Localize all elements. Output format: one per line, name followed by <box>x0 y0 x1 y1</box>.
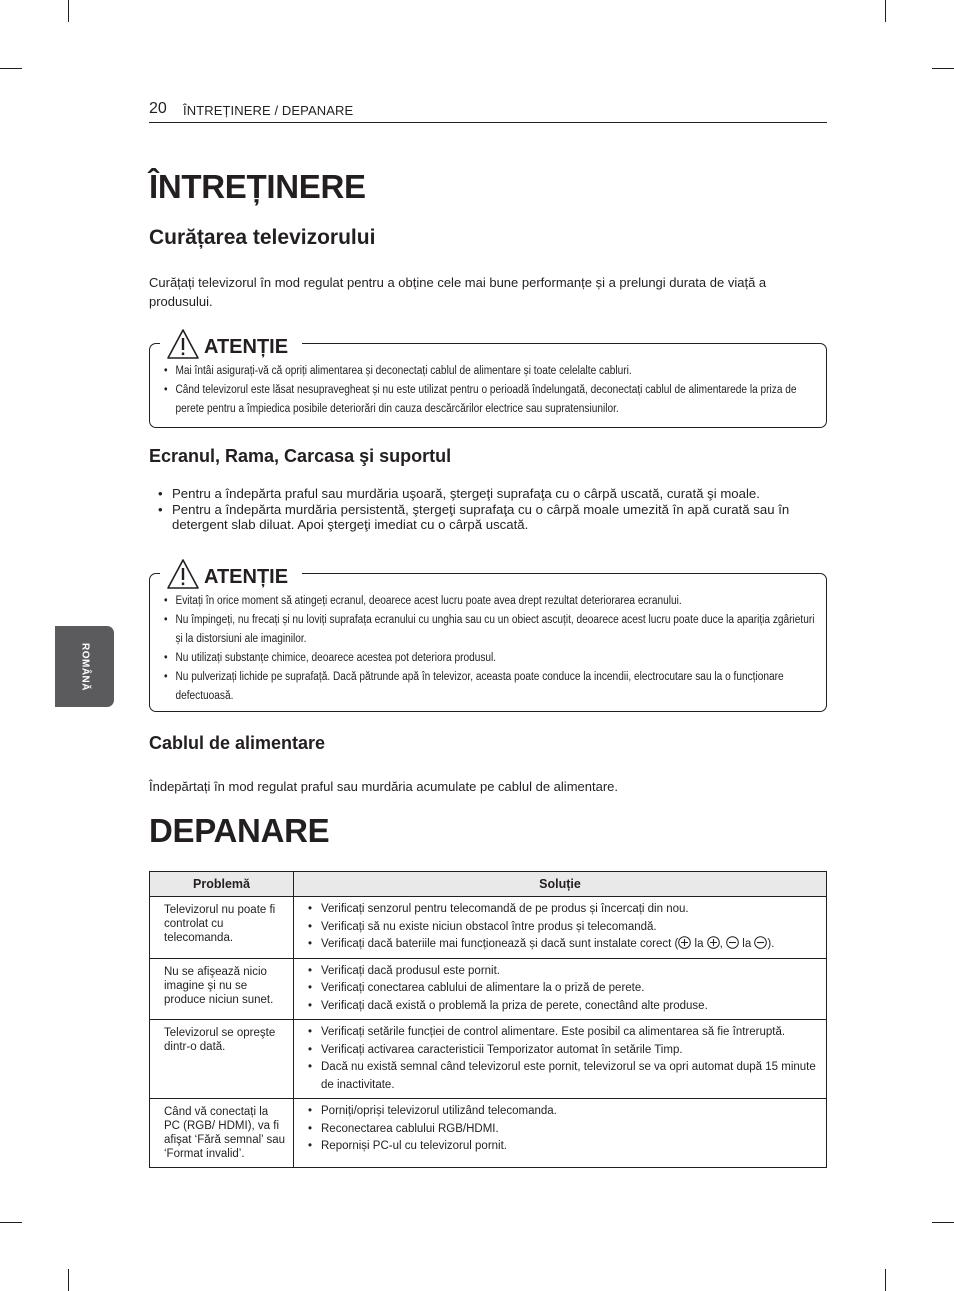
cleaning-heading: Curățarea televizorului <box>149 226 376 249</box>
power-cord-text: Îndepărtați în mod regulat praful sau murdăria acumulate pe cablul de alimentare. <box>149 779 618 794</box>
column-header-problem: Problemă <box>150 872 294 897</box>
solution-item: • Verificați dacă produsul este pornit. <box>308 963 818 981</box>
minus-polarity-icon <box>754 936 767 949</box>
screen-bullets <box>158 486 830 533</box>
solution-item: • Porniți/opriși televizorul utilizând telecomanda. <box>308 1103 818 1121</box>
caution-list <box>164 592 814 706</box>
table-row <box>150 958 827 1020</box>
solution-item: • Dacă nu există semnal când televizorul este pornit, televizorul se va opri automat după 15 minute de inactivitate. <box>308 1059 818 1094</box>
crop-mark <box>0 1222 22 1223</box>
battery-text-sep: la <box>739 938 755 950</box>
battery-text-comma: , <box>719 938 727 950</box>
table-row <box>150 1020 827 1099</box>
troubleshooting-title: DEPANARE <box>149 812 330 849</box>
page-number: 20 <box>149 100 167 117</box>
table-row <box>150 1099 827 1168</box>
crop-mark <box>932 68 954 69</box>
solution-cell <box>294 958 827 1020</box>
warning-icon <box>166 328 200 360</box>
solution-item: • Reporniși PC-ul cu televizorul pornit. <box>308 1138 818 1156</box>
solution-item: • Verificați senzorul pentru telecomandă de pe produs și încercați din nou. <box>308 901 818 919</box>
caution-label: ATENȚIE <box>204 336 289 358</box>
solution-item: • Verificați să nu existe niciun obstacol între produs și telecomandă. <box>308 919 818 937</box>
plus-polarity-icon <box>678 936 691 949</box>
column-header-solution: Soluție <box>294 872 827 897</box>
crop-mark <box>885 0 886 22</box>
table-header-row <box>150 872 827 897</box>
caution-item: • Evitați în orice moment să atingeți ecranul, deoarece acest lucru poate avea drept rezultat deteriorarea ecranului. <box>164 592 824 611</box>
battery-text-suffix: ). <box>767 938 775 950</box>
crop-mark <box>68 1269 69 1291</box>
solution-cell <box>294 1020 827 1099</box>
caution-item: • Când televizorul este lăsat nesupravegheat și nu este utilizat pentru o perioadă îndelungată, deconectați cablul de alimentarede la priza de perete pentru a împiedica posibile deteriorări din cauza descărcărilor electrice sau supratensiunilor. <box>164 381 824 419</box>
cleaning-intro: Curățați televizorul în mod regulat pentru a obține cele mai bune performanțe și a prelungi durata de viață a produsului. <box>149 275 767 309</box>
solution-item <box>308 936 818 954</box>
solution-item: • Reconectarea cablului RGB/HDMI. <box>308 1121 818 1139</box>
maintenance-title: ÎNTREȚINERE <box>149 168 366 205</box>
language-tab <box>55 626 114 707</box>
caution-label: ATENȚIE <box>204 566 289 588</box>
solution-item: • Verificați conectarea cablului de alimentare la o priză de perete. <box>308 980 818 998</box>
solution-cell <box>294 1099 827 1168</box>
problem-cell: Când vă conectați la PC (RGB/ HDMI), va fi afişat ‘Fără semnal’ sau ‘Format invalid’. <box>150 1099 294 1168</box>
solution-item: • Verificați dacă există o problemă la priza de perete, conectând alte produse. <box>308 998 818 1016</box>
solution-item: • Verificați setările funcției de control alimentare. Este posibil ca alimentarea să fie întreruptă. <box>308 1024 818 1042</box>
caution-list <box>164 362 814 419</box>
list-item: • Pentru a îndepărta praful sau murdăria uşoară, ştergeţi suprafaţa cu o cârpă uscată, curată şi moale. <box>158 486 830 502</box>
caution-item: • Nu împingeți, nu frecați și nu loviți suprafața ecranului cu unghia sau cu un obiect ascuțit, deoarece acest lucru poate duce la apariția zgârieturi și la distorsiuni ale imaginilor. <box>164 611 824 649</box>
caution-item: • Nu pulverizați lichide pe suprafață. Dacă pătrunde apă în televizor, aceasta poate conduce la incendii, electrocutare sau la o funcționare defectuoasă. <box>164 668 824 706</box>
caution-item: • Mai întâi asigurați-vă că opriți alimentarea și deconectați cablul de alimentare și toate celelalte cabluri. <box>164 362 824 381</box>
problem-cell: Nu se afişează nicio imagine şi nu se produce niciun sunet. <box>150 958 294 1020</box>
power-cord-heading: Cablul de alimentare <box>149 733 326 753</box>
plus-polarity-icon <box>707 936 720 949</box>
caution-box <box>149 336 827 428</box>
crop-mark <box>932 1222 954 1223</box>
battery-text-sep: la <box>691 938 707 950</box>
caution-box <box>149 566 827 712</box>
problem-cell: Televizorul se opreşte dintr-o dată. <box>150 1020 294 1099</box>
page-header <box>149 100 827 123</box>
list-item: • Pentru a îndepărta murdăria persistentă, ştergeţi suprafaţa cu o cârpă moale umezită în apă curată sau în detergent slab diluat. Apoi ştergeţi imediat cu o cârpă uscată. <box>158 502 830 533</box>
problem-cell: Televizorul nu poate fi controlat cu telecomanda. <box>150 897 294 959</box>
minus-polarity-icon <box>726 936 739 949</box>
table-row <box>150 897 827 959</box>
caution-item: • Nu utilizați substanțe chimice, deoarece acestea pot deteriora produsul. <box>164 649 824 668</box>
crop-mark <box>68 0 69 22</box>
caution-header <box>160 320 302 360</box>
screen-heading: Ecranul, Rama, Carcasa şi suportul <box>149 446 452 466</box>
running-head: ÎNTREȚINERE / DEPANARE <box>183 103 354 118</box>
warning-icon <box>166 558 200 590</box>
solution-item: • Verificați activarea caracteristicii Temporizator automat în setările Timp. <box>308 1042 818 1060</box>
caution-header <box>160 550 302 590</box>
crop-mark <box>0 68 22 69</box>
language-tab-label: ROMÂNĂ <box>79 642 90 691</box>
crop-mark <box>885 1269 886 1291</box>
solution-cell <box>294 897 827 959</box>
troubleshooting-table <box>149 871 827 1168</box>
battery-text-prefix: Verificați dacă bateriile mai funcționează și dacă sunt instalate corect ( <box>321 938 679 950</box>
